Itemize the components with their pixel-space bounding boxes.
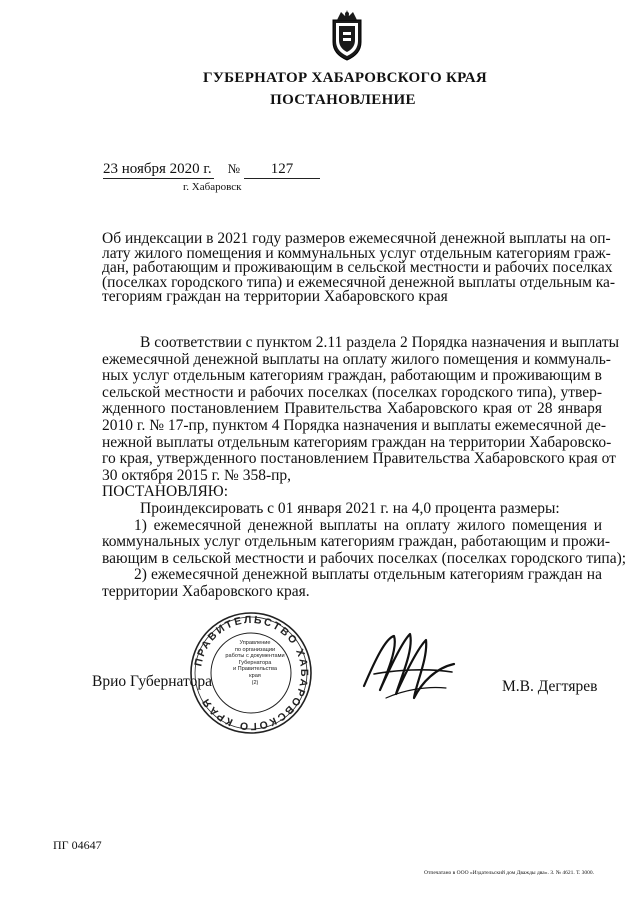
body-line: ежемесячной денежной выплаты на оплату жилого помещения и коммуналь- [102, 350, 611, 368]
body-line: коммунальных услуг отдельным категориям граждан, работающим и прожи- [102, 533, 611, 551]
body-line: В соответствии с пунктом 2.11 раздела 2 Порядка назначения и выплаты [140, 334, 620, 351]
title-line: дан, работающим и проживающим в сельской местности и рабочих поселках [102, 259, 613, 276]
form-code: ПГ 04647 [53, 838, 102, 852]
stamp-ring-text: ПРАВИТЕЛЬСТВО ХАБАРОВСКОГО КРАЯ [192, 613, 311, 733]
handwritten-signature-icon [356, 628, 460, 708]
document-city: г. Хабаровск [183, 181, 242, 193]
document-type-heading: ПОСТАНОВЛЕНИЕ [270, 92, 416, 108]
signer-name: М.В. Дегтярев [502, 678, 598, 695]
body-line: го края, утвержденного постановлением Правительства Хабаровского края от [102, 450, 616, 468]
title-line: (поселках городского типа) и ежемесячной денежной выплаты отдельным ка- [102, 273, 616, 291]
document-body [102, 334, 627, 601]
document-date: 23 ноября 2020 г. [103, 161, 212, 177]
body-line: Проиндексировать с 01 января 2021 г. на 4,0 процента размеры: [140, 499, 560, 517]
body-line: 30 октября 2015 г. № 358-пр, [102, 466, 292, 484]
signer-role: Врио Губернатора [92, 673, 212, 690]
body-line: жденного постановлением Правительства Хабаровского края от 28 января [102, 400, 602, 418]
list-item-1: 1) ежемесячной денежной выплаты на оплату жилого помещения и [134, 516, 602, 534]
date-number-line [103, 161, 320, 179]
body-line: территории Хабаровского края. [102, 582, 310, 600]
body-line: нежной выплаты отдельным категориям граждан на территории Хабаровско- [102, 433, 612, 451]
title-line: Об индексации в 2021 году размеров ежемесячной денежной выплаты на оп- [102, 230, 611, 247]
title-line: лату жилого помещения и коммунальных услуг отдельным категориям граж- [102, 244, 611, 262]
body-line: 2010 г. № 17-пр, пунктом 4 Порядка назначения и выплаты ежемесячной де- [102, 416, 606, 434]
body-line: ных услуг отдельным категориям граждан, работающим и проживающим в [102, 367, 602, 385]
printer-imprint: Отпечатано в ООО «Издательский дом Дважды два». З. № 4621. Т. 3000. [424, 870, 595, 876]
list-item-2: 2) ежемесячной денежной выплаты отдельным категориям граждан на [134, 566, 602, 584]
coat-of-arms-icon [327, 8, 367, 62]
body-line: сельской местности и рабочих поселках (поселках городского типа), утвер- [102, 383, 602, 401]
document-title [102, 230, 616, 305]
body-line: вающим в сельской местности и рабочих поселках (поселках городского типа); [102, 549, 627, 567]
stamp-inner-text: Управление по организации работы с документами Губернатора и Правительства края (2) [225, 640, 285, 686]
title-line: тегориям граждан на территории Хабаровского края [102, 288, 448, 305]
document-authority-heading: ГУБЕРНАТОР ХАБАРОВСКОГО КРАЯ [203, 70, 487, 86]
number-label: № [227, 161, 241, 176]
document-number: 127 [244, 161, 320, 179]
decree-keyword: ПОСТАНОВЛЯЮ: [102, 483, 229, 501]
